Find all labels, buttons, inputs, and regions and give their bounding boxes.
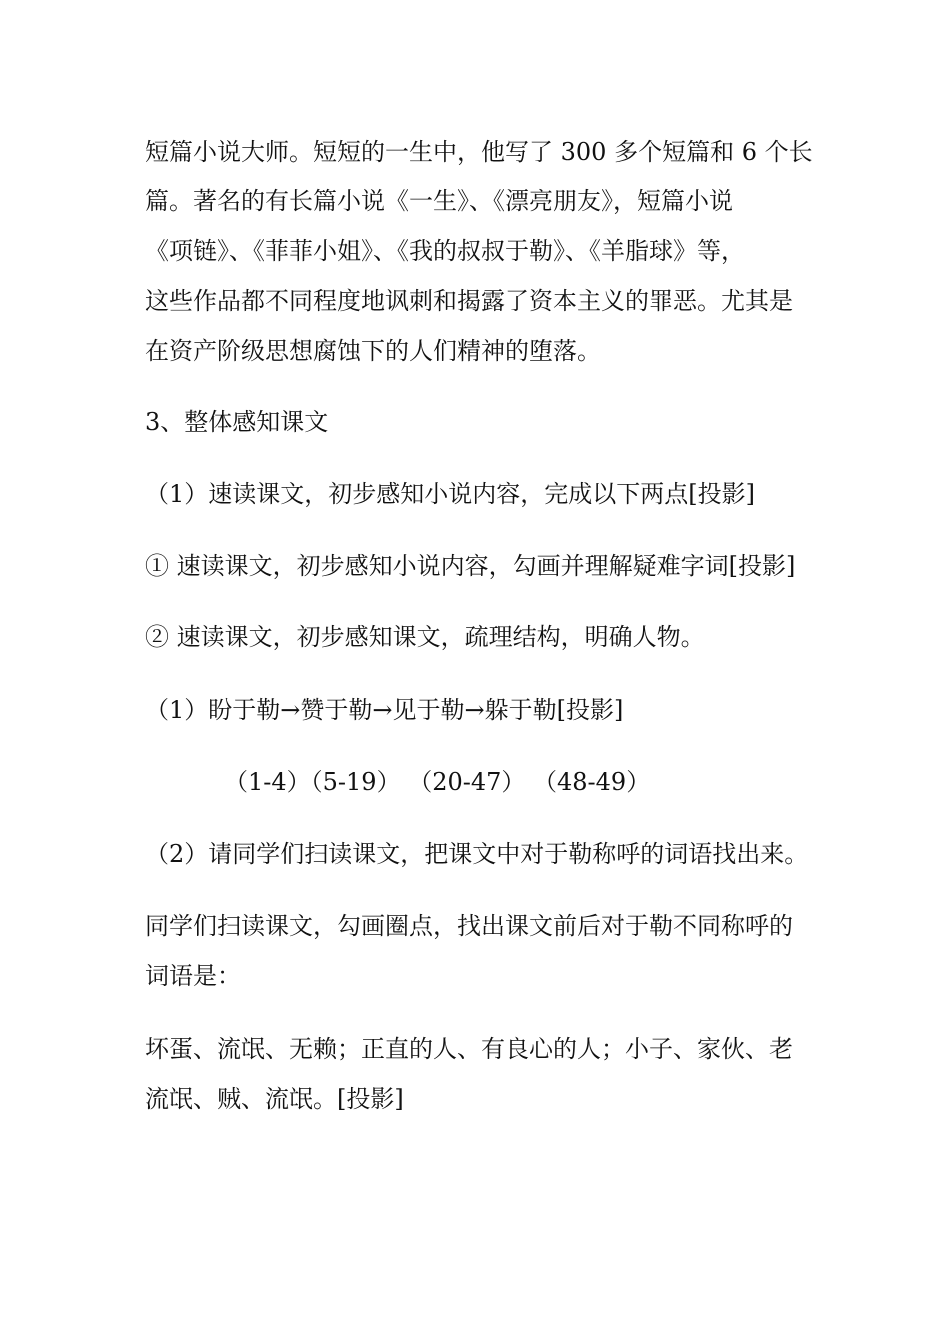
intro-line-5: 在资产阶级思想腐蚀下的人们精神的堕落。 [145,337,601,365]
step-1-b: ② 速读课文，初步感知课文，疏理结构，明确人物。 [145,623,705,651]
section-heading: 3、整体感知课文 [145,408,329,436]
step-2-answer-line-2: 词语是： [145,962,241,990]
step-2: （2）请同学们扫读课文，把课文中对于勒称呼的词语找出来。 [145,840,809,868]
intro-line-2: 篇。著名的有长篇小说《一生》、《漂亮朋友》，短篇小说 [145,187,733,215]
structure-flow: （1）盼于勒→赞于勒→见于勒→躲于勒[投影] [145,696,624,724]
step-1-a: ① 速读课文，初步感知小说内容，勾画并理解疑难字词[投影] [145,552,796,580]
intro-line-4: 这些作品都不同程度地讽刺和揭露了资本主义的罪恶。尤其是 [145,287,793,315]
structure-ranges: （1-4）（5-19） （20-47） （48-49） [224,768,651,796]
intro-line-1: 短篇小说大师。短短的一生中，他写了 300 多个短篇和 6 个长 [145,138,813,166]
intro-line-3: 《项链》、《菲菲小姐》、《我的叔叔于勒》、《羊脂球》等， [145,237,745,265]
step-2-answer-line-1: 同学们扫读课文，勾画圈点，找出课文前后对于勒不同称呼的 [145,912,793,940]
step-1: （1）速读课文，初步感知小说内容，完成以下两点[投影] [145,480,755,508]
terms-line-2: 流氓、贼、流氓。[投影] [145,1085,404,1113]
terms-line-1: 坏蛋、流氓、无赖；正直的人、有良心的人；小子、家伙、老 [145,1035,793,1063]
